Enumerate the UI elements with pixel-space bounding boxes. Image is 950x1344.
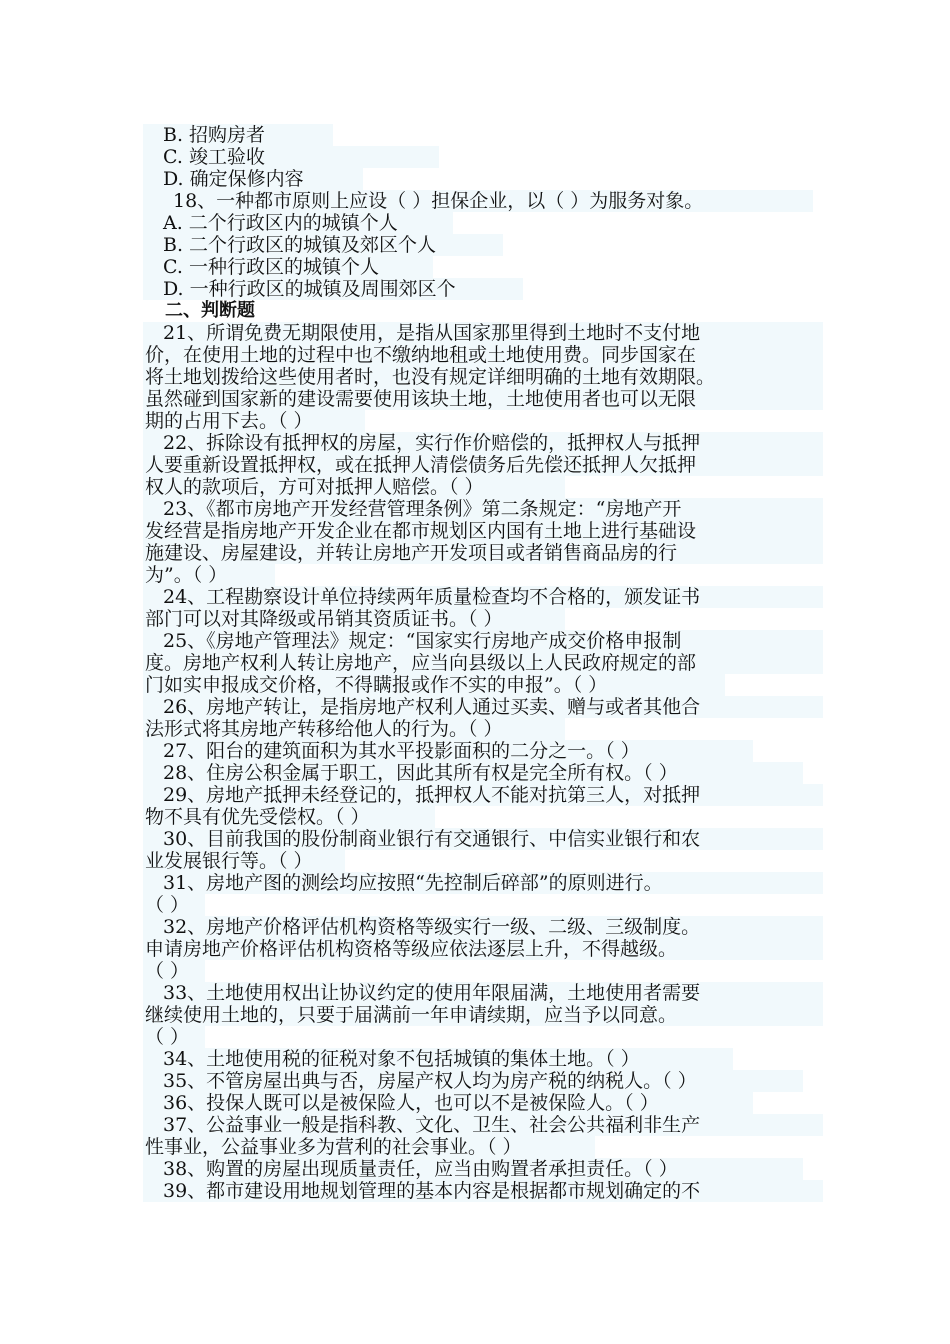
question-18-option-a: A. 二个行政区内的城镇个人 (143, 212, 453, 234)
list-item: 27、阳台的建筑面积为其水平投影面积的二分之一。（ ） (143, 740, 753, 762)
list-item: 22、拆除设有抵押权的房屋，实行作价赔偿的，抵押权人与抵押 (143, 432, 823, 454)
list-item: 门如实申报成交价格，不得瞒报或作不实的申报”。（ ） (143, 674, 725, 696)
list-item: 将土地划拨给这些使用者时，也没有规定详细明确的土地有效期限。 (143, 366, 823, 388)
list-item: 法形式将其房地产转移给他人的行为。（ ） (143, 718, 565, 740)
list-item: （ ） (143, 894, 205, 916)
list-item: 38、购置的房屋出现质量责任，应当由购置者承担责任。（ ） (143, 1158, 803, 1180)
question-18-option-c: C. 一种行政区的城镇个人 (143, 256, 433, 278)
list-item: 23、《都市房地产开发经营管理条例》第二条规定：“房地产开 (143, 498, 823, 520)
list-item: （ ） (143, 960, 205, 982)
option-b: B. 招购房者 (143, 124, 333, 146)
list-item: 30、目前我国的股份制商业银行有交通银行、中信实业银行和农 (143, 828, 823, 850)
document-page (143, 124, 823, 1202)
list-item: 28、住房公积金属于职工，因此其所有权是完全所有权。（ ） (143, 762, 803, 784)
list-item: （ ） (143, 1026, 205, 1048)
section-title: 二、判断题 (165, 300, 255, 321)
list-item: 26、房地产转让，是指房地产权利人通过买卖、赠与或者其他合 (143, 696, 823, 718)
list-item: 发经营是指房地产开发企业在都市规划区内国有土地上进行基础设 (143, 520, 823, 542)
list-item: 33、土地使用权出让协议约定的使用年限届满，土地使用者需要 (143, 982, 823, 1004)
list-item: 权人的款项后，方可对抵押人赔偿。（ ） (143, 476, 565, 498)
list-item: 继续使用土地的，只要于届满前一年申请续期，应当予以同意。 (143, 1004, 823, 1026)
list-item: 35、不管房屋出典与否，房屋产权人均为房产税的纳税人。（ ） (143, 1070, 803, 1092)
option-c: C. 竣工验收 (143, 146, 439, 168)
list-item: 34、土地使用税的征税对象不包括城镇的集体土地。（ ） (143, 1048, 733, 1070)
list-item: 价，在使用土地的过程中也不缴纳地租或土地使用费。同步国家在 (143, 344, 823, 366)
list-item: 21、所谓免费无期限使用，是指从国家那里得到土地时不支付地 (143, 322, 823, 344)
list-item: 31、房地产图的测绘均应按照“先控制后碎部”的原则进行。 (143, 872, 823, 894)
list-item: 36、投保人既可以是被保险人，也可以不是被保险人。（ ） (143, 1092, 753, 1114)
list-item: 性事业，公益事业多为营利的社会事业。（ ） (143, 1136, 595, 1158)
list-item: 32、房地产价格评估机构资格等级实行一级、二级、三级制度。 (143, 916, 823, 938)
list-item: 申请房地产价格评估机构资格等级应依法逐层上升，不得越级。 (143, 938, 823, 960)
list-item: 29、房地产抵押未经登记的，抵押权人不能对抗第三人，对抵押 (143, 784, 823, 806)
option-d: D. 确定保修内容 (143, 168, 363, 190)
question-18-stem: 18、一种都市原则上应设（ ）担保企业，以（ ）为服务对象。 (143, 190, 813, 212)
list-item: 物不具有优先受偿权。（ ） (143, 806, 435, 828)
list-item: 为”。（ ） (143, 564, 275, 586)
list-item: 业发展银行等。（ ） (143, 850, 345, 872)
list-item: 24、工程勘察设计单位持续两年质量检查均不合格的，颁发证书 (143, 586, 823, 608)
list-item: 部门可以对其降级或吊销其资质证书。（ ） (143, 608, 565, 630)
list-item: 期的占用下去。（ ） (143, 410, 365, 432)
list-item: 37、公益事业一般是指科教、文化、卫生、社会公共福利非生产 (143, 1114, 823, 1136)
list-item: 虽然碰到国家新的建设需要使用该块土地，土地使用者也可以无限 (143, 388, 823, 410)
list-item: 39、都市建设用地规划管理的基本内容是根据都市规划确定的不 (143, 1180, 823, 1202)
list-item: 度。房地产权利人转让房地产，应当向县级以上人民政府规定的部 (143, 652, 823, 674)
question-18-option-b: B. 二个行政区的城镇及郊区个人 (143, 234, 503, 256)
list-item: 人要重新设置抵押权，或在抵押人清偿债务后先偿还抵押人欠抵押 (143, 454, 823, 476)
list-item: 25、《房地产管理法》规定：“国家实行房地产成交价格申报制 (143, 630, 823, 652)
list-item: 施建设、房屋建设，并转让房地产开发项目或者销售商品房的行 (143, 542, 823, 564)
question-18-option-d: D. 一种行政区的城镇及周围郊区个 (143, 278, 523, 300)
